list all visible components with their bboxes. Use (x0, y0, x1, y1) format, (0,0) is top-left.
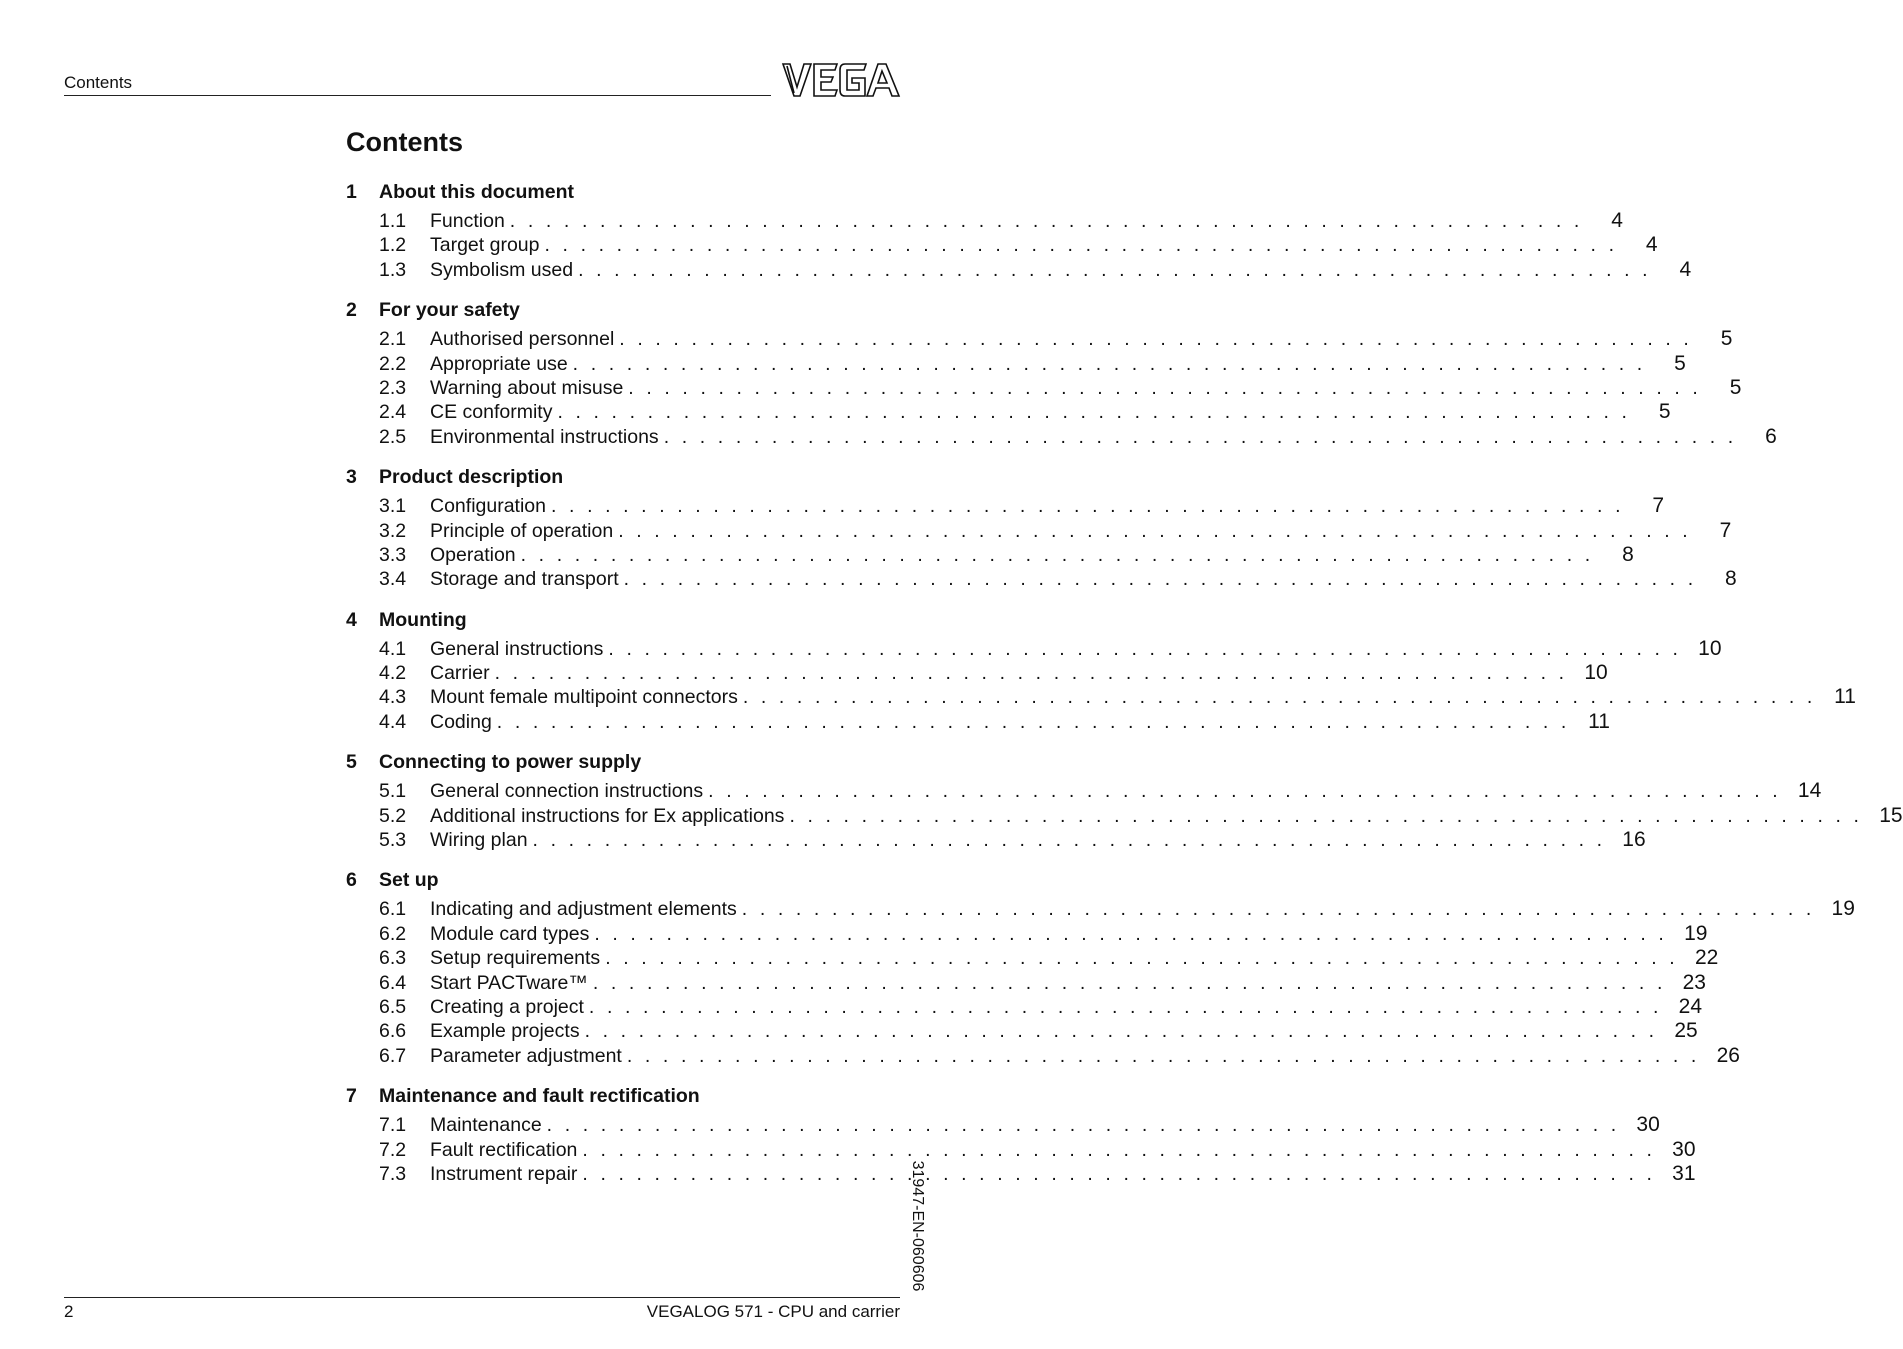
chapter-title: Maintenance and fault rectification (379, 1085, 700, 1108)
dot-leader: . . . . . . . . . . . . . . . . . . . . . . . . . . . . . . . . . . . . . . . . . . . . . . . . . . . . . . . . . . . . (789, 804, 1863, 827)
chapter-title: For your safety (379, 299, 520, 322)
toc-entry (346, 567, 1737, 591)
toc-entry (346, 542, 1634, 567)
entry-page-number: 8 (1725, 567, 1737, 591)
entry-title: Storage and transport (430, 568, 619, 591)
entry-number: 4.1 (379, 637, 407, 660)
dot-leader: . . . . . . . . . . . . . . . . . . . . . . . . . . . . . . . . . . . . . . . . . . . . . . . . . . . . . . . . . . . . (582, 1138, 1656, 1161)
entry-title: Target group (430, 234, 540, 257)
entry-page-number: 11 (1588, 709, 1610, 733)
dot-leader: . . . . . . . . . . . . . . . . . . . . . . . . . . . . . . . . . . . . . . . . . . . . . . . . . . . . . . . . . . . . (741, 898, 1815, 921)
entry-title: Symbolism used (430, 258, 574, 281)
toc-entry (346, 946, 1719, 970)
chapter-number: 6 (346, 869, 357, 892)
toc-chapter (346, 463, 1737, 592)
entry-number: 2.3 (379, 376, 407, 399)
chapter-title: Set up (379, 869, 439, 892)
entry-page-number: 31 (1672, 1161, 1696, 1185)
dot-leader: . . . . . . . . . . . . . . . . . . . . . . . . . . . . . . . . . . . . . . . . . . . . . . . . . . . . . . . . . . . . (663, 425, 1737, 448)
toc-entry (346, 518, 1732, 543)
entry-number: 4.2 (379, 662, 407, 685)
toc-entry (346, 970, 1706, 995)
entry-title: General connection instructions (430, 780, 704, 803)
entry-list (346, 1113, 1696, 1186)
entry-title: Parameter adjustment (430, 1044, 622, 1067)
dot-leader: . . . . . . . . . . . . . . . . . . . . . . . . . . . . . . . . . . . . . . . . . . . . . . . . . . . . . . . . . . . . (592, 971, 1666, 994)
entry-title: Fault rectification (430, 1138, 578, 1161)
entry-number: 6.3 (379, 947, 407, 970)
entry-number: 6.7 (379, 1044, 407, 1067)
dot-leader: . . . . . . . . . . . . . . . . . . . . . . . . . . . . . . . . . . . . . . . . . . . . . . . . . . . . . . . . . . . . (626, 1044, 1700, 1067)
toc-chapter (346, 866, 1855, 1068)
toc-entry (346, 661, 1608, 685)
chapter-number: 7 (346, 1085, 357, 1108)
dot-leader: . . . . . . . . . . . . . . . . . . . . . . . . . . . . . . . . . . . . . . . . . . . . . . . . . . . . . . . . . . . . (608, 637, 1682, 660)
entry-title: Start PACTware™ (430, 971, 588, 994)
vega-logo (781, 62, 901, 98)
chapter-title: Connecting to power supply (379, 751, 642, 774)
toc-entry (346, 828, 1646, 852)
entry-title: Configuration (430, 495, 546, 518)
entry-page-number: 6 (1765, 424, 1777, 448)
dot-leader: . . . . . . . . . . . . . . . . . . . . . . . . . . . . . . . . . . . . . . . . . . . . . . . . . . . . . . . . . . . . (572, 352, 1646, 375)
entry-list (346, 636, 1856, 735)
dot-leader: . . . . . . . . . . . . . . . . . . . . . . . . . . . . . . . . . . . . . . . . . . . . . . . . . . . . . . . . . . . . (588, 995, 1663, 1018)
entry-page-number: 10 (1584, 661, 1608, 685)
toc-entry (346, 897, 1855, 921)
entry-title: Carrier (430, 662, 490, 685)
entry-number: 3.1 (379, 495, 407, 518)
entry-page-number: 25 (1674, 1019, 1698, 1043)
entry-page-number: 24 (1678, 994, 1703, 1018)
entry-number: 5.2 (379, 804, 407, 827)
entry-number: 4.4 (379, 710, 407, 733)
entry-number: 4.3 (379, 686, 407, 709)
chapter-heading (346, 463, 900, 491)
chapter-title: Product description (379, 466, 564, 489)
entry-page-number: 16 (1622, 828, 1646, 852)
toc-entry (346, 636, 1722, 661)
entry-number: 2.4 (379, 401, 407, 424)
entry-list (346, 494, 1737, 592)
entry-page-number: 5 (1720, 327, 1733, 351)
chapter-title: Mounting (379, 608, 467, 631)
entry-number: 3.2 (379, 519, 407, 542)
toc-entry (346, 1137, 1696, 1162)
entry-page-number: 5 (1674, 351, 1686, 375)
toc-entry (346, 209, 1623, 233)
entry-page-number: 8 (1622, 542, 1634, 566)
entry-number: 2.2 (379, 352, 407, 375)
entry-number: 2.1 (379, 328, 407, 351)
entry-title: Mount female multipoint connectors (430, 686, 738, 709)
chapter-heading (346, 606, 900, 634)
entry-number: 7.1 (379, 1114, 407, 1137)
entry-title: Operation (430, 543, 516, 566)
entry-number: 6.6 (379, 1020, 407, 1043)
entry-title: Authorised personnel (430, 328, 615, 351)
entry-page-number: 7 (1652, 494, 1665, 518)
entry-page-number: 4 (1645, 233, 1658, 257)
toc-entry (346, 375, 1742, 400)
entry-title: Principle of operation (430, 519, 614, 542)
entry-title: Additional instructions for Ex applications (430, 804, 785, 827)
toc-entry (346, 351, 1686, 376)
toc-chapter (346, 748, 1903, 852)
entry-page-number: 5 (1658, 400, 1671, 424)
entry-page-number: 4 (1611, 209, 1623, 232)
chapter-number: 3 (346, 466, 357, 489)
footer-document-title: VEGALOG 571 - CPU and carrier (646, 1302, 900, 1321)
toc-entry (346, 424, 1777, 449)
entry-list (346, 897, 1855, 1068)
entry-number: 1.1 (379, 210, 407, 232)
toc-entry (346, 709, 1610, 734)
entry-page-number: 11 (1834, 685, 1856, 709)
entry-page-number: 10 (1698, 636, 1722, 660)
entry-number: 6.4 (379, 971, 407, 994)
dot-leader: . . . . . . . . . . . . . . . . . . . . . . . . . . . . . . . . . . . . . . . . . . . . . . . . . . . . . . . . . . . . (584, 1020, 1658, 1043)
toc-chapter (346, 606, 1856, 735)
toc-entry (346, 233, 1658, 257)
entry-page-number: 19 (1831, 897, 1855, 921)
toc-entry (346, 1019, 1698, 1043)
chapter-title: About this document (379, 181, 574, 203)
header-section-label: Contents (64, 73, 133, 92)
toc-entry (346, 257, 1692, 282)
entry-list (346, 779, 1903, 852)
toc-entry (346, 400, 1671, 424)
entry-title: CE conformity (430, 401, 553, 424)
entry-number: 5.1 (379, 780, 407, 803)
chapter-heading (346, 178, 900, 206)
toc-entry (346, 921, 1708, 946)
dot-leader: . . . . . . . . . . . . . . . . . . . . . . . . . . . . . . . . . . . . . . . . . . . . . . . . . . . . . . . . . . . . (619, 328, 1693, 351)
entry-number: 6.5 (379, 995, 407, 1018)
entry-number: 2.5 (379, 425, 407, 448)
entry-page-number: 14 (1797, 779, 1822, 803)
chapter-number: 2 (346, 299, 357, 322)
dot-leader: . . . . . . . . . . . . . . . . . . . . . . . . . . . . . . . . . . . . . . . . . . . . . . . . . . . . . . . . . . . . (594, 922, 1668, 945)
dot-leader: . . . . . . . . . . . . . . . . . . . . . . . . . . . . . . . . . . . . . . . . . . . . . . . . . . . . . . . . . . . . (494, 662, 1568, 685)
entry-title: Setup requirements (430, 947, 601, 970)
entry-page-number: 30 (1636, 1113, 1660, 1137)
chapter-number: 1 (346, 181, 357, 203)
entry-page-number: 5 (1729, 375, 1742, 399)
entry-number: 3.4 (379, 568, 407, 591)
side-document-code: 31947-EN-060606 (909, 1160, 926, 1292)
entry-title: Creating a project (430, 995, 584, 1018)
entry-number: 7.2 (379, 1138, 407, 1161)
table-of-contents (346, 178, 1903, 1200)
entry-title: Wiring plan (430, 829, 528, 852)
dot-leader: . . . . . . . . . . . . . . . . . . . . . . . . . . . . . . . . . . . . . . . . . . . . . . . . . . . . . . . . . . . . (582, 1162, 1656, 1185)
toc-entry (346, 494, 1665, 518)
dot-leader: . . . . . . . . . . . . . . . . . . . . . . . . . . . . . . . . . . . . . . . . . . . . . . . . . . . . . . . . . . . . (578, 258, 1652, 281)
chapter-heading (346, 748, 900, 776)
dot-leader: . . . . . . . . . . . . . . . . . . . . . . . . . . . . . . . . . . . . . . . . . . . . . . . . . . . . . . . . . . . . (628, 376, 1702, 399)
toc-entry (346, 1161, 1696, 1186)
dot-leader: . . . . . . . . . . . . . . . . . . . . . . . . . . . . . . . . . . . . . . . . . . . . . . . . . . . . . . . . . . . . (623, 568, 1697, 591)
toc-entry (346, 685, 1856, 709)
entry-number: 6.1 (379, 898, 407, 921)
dot-leader: . . . . . . . . . . . . . . . . . . . . . . . . . . . . . . . . . . . . . . . . . . . . . . . . . . . . . . . . . . . . (708, 780, 1782, 803)
chapter-number: 5 (346, 751, 357, 774)
entry-number: 5.3 (379, 829, 407, 852)
dot-leader: . . . . . . . . . . . . . . . . . . . . . . . . . . . . . . . . . . . . . . . . . . . . . . . . . . . . . . . . . . . . (557, 401, 1631, 424)
page-title: Contents (346, 127, 463, 157)
dot-leader: . . . . . . . . . . . . . . . . . . . . . . . . . . . . . . . . . . . . . . . . . . . . . . . . . . . . . . . . . . . . (532, 829, 1606, 852)
entry-number: 1.3 (379, 258, 407, 281)
entry-page-number: 19 (1684, 921, 1708, 945)
dot-leader: . . . . . . . . . . . . . . . . . . . . . . . . . . . . . . . . . . . . . . . . . . . . . . . . . . . . . . . . . . . . (546, 1114, 1620, 1137)
dot-leader: . . . . . . . . . . . . . . . . . . . . . . . . . . . . . . . . . . . . . . . . . . . . . . . . . . . . . . . . . . . . (520, 543, 1594, 566)
toc-entry (346, 1113, 1660, 1137)
entry-title: Warning about misuse (430, 376, 624, 399)
chapter-heading (346, 296, 900, 324)
entry-title: General instructions (430, 637, 604, 660)
entry-page-number: 4 (1679, 257, 1692, 281)
toc-entry (346, 779, 1822, 803)
entry-number: 1.2 (379, 234, 407, 257)
footer-page-number: 2 (64, 1302, 74, 1321)
entry-title: Instrument repair (430, 1162, 578, 1185)
entry-title: Maintenance (430, 1114, 542, 1137)
dot-leader: . . . . . . . . . . . . . . . . . . . . . . . . . . . . . . . . . . . . . . . . . . . . . . . . . . . . . . . . . . . . (544, 234, 1618, 257)
entry-page-number: 22 (1694, 946, 1719, 970)
toc-entry (346, 1043, 1740, 1068)
entry-title: Coding (430, 710, 492, 733)
entry-title: Function (430, 210, 505, 232)
entry-page-number: 26 (1716, 1043, 1740, 1067)
entry-page-number: 30 (1672, 1137, 1696, 1161)
entry-title: Indicating and adjustment elements (430, 898, 737, 921)
dot-leader: . . . . . . . . . . . . . . . . . . . . . . . . . . . . . . . . . . . . . . . . . . . . . . . . . . . . . . . . . . . . (605, 947, 1679, 970)
header-rule (64, 95, 771, 96)
dot-leader: . . . . . . . . . . . . . . . . . . . . . . . . . . . . . . . . . . . . . . . . . . . . . . . . . . . . . . . . . . . . (496, 710, 1570, 733)
toc-entry (346, 994, 1703, 1019)
entry-number: 3.3 (379, 543, 407, 566)
toc-entry (346, 327, 1733, 351)
chapter-heading (346, 1082, 900, 1110)
entry-title: Module card types (430, 922, 590, 945)
footer-rule (64, 1297, 900, 1298)
entry-number: 6.2 (379, 922, 407, 945)
toc-chapter (346, 296, 1777, 449)
dot-leader: . . . . . . . . . . . . . . . . . . . . . . . . . . . . . . . . . . . . . . . . . . . . . . . . . . . . . . . . . . . . (618, 519, 1692, 542)
chapter-number: 4 (346, 608, 357, 631)
entry-page-number: 23 (1682, 970, 1706, 994)
entry-page-number: 7 (1719, 518, 1732, 542)
toc-chapter (346, 1082, 1696, 1186)
dot-leader: . . . . . . . . . . . . . . . . . . . . . . . . . . . . . . . . . . . . . . . . . . . . . . . . . . . . . . . . . . . . (551, 495, 1625, 518)
entry-title: Environmental instructions (430, 425, 659, 448)
chapter-heading (346, 866, 900, 894)
toc-chapter (346, 178, 1692, 282)
toc-entry (346, 803, 1903, 828)
dot-leader: . . . . . . . . . . . . . . . . . . . . . . . . . . . . . . . . . . . . . . . . . . . . . . . . . . . . . . . . . . . . (742, 686, 1816, 709)
entry-page-number: 15 (1879, 803, 1903, 827)
entry-list (346, 327, 1777, 449)
entry-title: Appropriate use (430, 352, 568, 375)
dot-leader: . . . . . . . . . . . . . . . . . . . . . . . . . . . . . . . . . . . . . . . . . . . . . . . . . . . . . . . . . . . . (509, 210, 1583, 232)
entry-title: Example projects (430, 1020, 580, 1043)
entry-list (346, 209, 1692, 282)
entry-number: 7.3 (379, 1162, 407, 1185)
